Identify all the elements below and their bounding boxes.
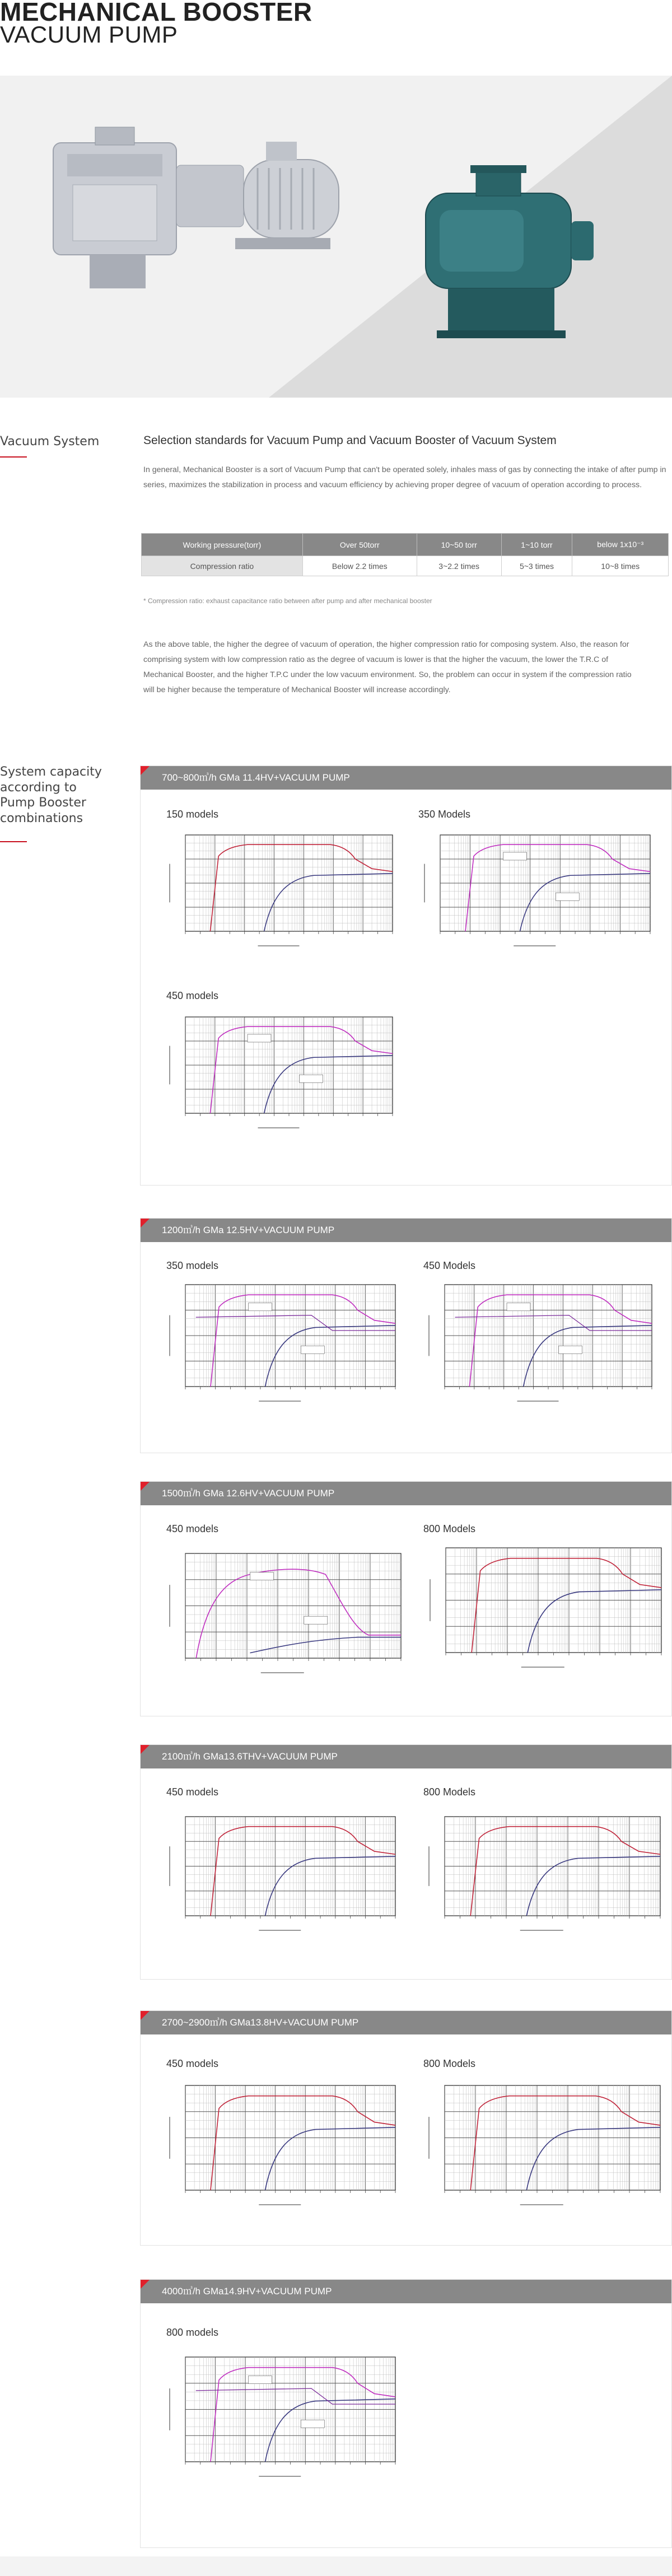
model-label: 450 models bbox=[166, 1523, 219, 1534]
corner-accent bbox=[141, 1219, 150, 1228]
performance-chart bbox=[419, 1812, 666, 1938]
performance-chart bbox=[160, 1012, 398, 1136]
table-row bbox=[142, 556, 669, 576]
page-footer-strip bbox=[0, 2556, 672, 2576]
section-label-vacuum-system: Vacuum System bbox=[0, 435, 100, 449]
model-label: 450 models bbox=[166, 1786, 219, 1798]
model-label: 800 models bbox=[166, 2327, 219, 2338]
corner-accent bbox=[141, 2011, 150, 2020]
group-title: 700~800㎥/h GMa 11.4HV+VACUUM PUMP bbox=[162, 772, 350, 783]
curve-tag bbox=[300, 1075, 323, 1082]
model-label: 350 Models bbox=[418, 809, 471, 820]
table-cell: Compression ratio bbox=[142, 556, 303, 576]
model-label: 450 models bbox=[166, 990, 219, 1001]
model-label: 150 models bbox=[166, 809, 219, 820]
group-title: 4000㎥/h GMa14.9HV+VACUUM PUMP bbox=[162, 2286, 332, 2297]
model-label: 450 models bbox=[166, 2058, 219, 2069]
compression-table bbox=[141, 533, 669, 576]
model-label: 800 Models bbox=[423, 2058, 476, 2069]
model-label: 350 models bbox=[166, 1260, 219, 1271]
group-title: 1200㎥/h GMa 12.5HV+VACUUM PUMP bbox=[162, 1225, 335, 1235]
table-header: below 1x10⁻³ bbox=[572, 534, 669, 556]
curve-tag bbox=[249, 2376, 272, 2384]
group-title: 2100㎥/h GMa13.6THV+VACUUM PUMP bbox=[162, 1751, 338, 1762]
explanation-paragraph: As the above table, the higher the degree of vacuum of operation, the higher compression ratio for composing system. Also, the reason for comprising system with low compression ratio as the degree of vacuum is lower is that the higher the vacuum, the lower the T.R.C of Mechanical Booster, and the higher T.P.C under the low vacuum environment. So, the problem can occur in system if the compression ratio will be higher because the temperature of Mechanical Booster will increase accordingly. bbox=[143, 640, 632, 694]
table-cell: 3~2.2 times bbox=[417, 556, 501, 576]
curve-tag bbox=[559, 1346, 582, 1354]
page-subtitle: VACUUM PUMP bbox=[0, 21, 178, 48]
curve-tag bbox=[249, 1303, 272, 1311]
group-title-bar bbox=[141, 1745, 671, 1768]
table-note: * Compression ratio: exhaust capacitance ratio between after pump and after mechanical booster bbox=[143, 597, 432, 605]
capacity-group-2 bbox=[140, 1218, 672, 1453]
curve-tag bbox=[556, 893, 579, 900]
group-title: 2700~2900㎥/h GMa13.8HV+VACUUM PUMP bbox=[162, 2017, 359, 2028]
curve-tag bbox=[301, 2420, 324, 2428]
corner-accent bbox=[141, 1482, 150, 1491]
group-title-bar bbox=[141, 1482, 671, 1505]
section-heading: Selection standards for Vacuum Pump and Vacuum Booster of Vacuum System bbox=[143, 434, 557, 447]
performance-chart bbox=[419, 1280, 657, 1409]
group-title-bar bbox=[141, 2011, 671, 2034]
table-header-row bbox=[142, 534, 669, 556]
group-title: 1500㎥/h GMa 12.6HV+VACUUM PUMP bbox=[162, 1488, 335, 1499]
table-header: 10~50 torr bbox=[417, 534, 501, 556]
corner-accent bbox=[141, 766, 150, 775]
capacity-group-6 bbox=[140, 2279, 672, 2548]
performance-chart bbox=[419, 2081, 666, 2213]
table-header: 1~10 torr bbox=[501, 534, 572, 556]
table-cell: 10~8 times bbox=[572, 556, 669, 576]
group-title-bar bbox=[141, 2280, 671, 2303]
section-divider bbox=[0, 841, 27, 842]
performance-chart bbox=[160, 830, 398, 954]
model-label: 800 Models bbox=[423, 1786, 476, 1798]
corner-accent bbox=[141, 1745, 150, 1754]
pump-left-graphic bbox=[53, 127, 339, 288]
compression-table-wrap bbox=[141, 533, 669, 576]
capacity-group-5 bbox=[140, 2010, 672, 2246]
group-title-bar bbox=[141, 1219, 671, 1242]
performance-chart bbox=[160, 1280, 401, 1409]
section-divider bbox=[0, 456, 27, 458]
performance-chart bbox=[421, 1543, 667, 1675]
group-title-bar bbox=[141, 766, 671, 790]
curve-tag bbox=[301, 1346, 324, 1354]
table-header: Working pressure(torr) bbox=[142, 534, 303, 556]
performance-chart bbox=[160, 2353, 401, 2484]
table-cell: 5~3 times bbox=[501, 556, 572, 576]
performance-chart bbox=[160, 1549, 407, 1681]
curve-tag bbox=[248, 1034, 271, 1042]
section-label-capacity: System capacity according to Pump Booster combinations bbox=[0, 765, 102, 825]
performance-chart bbox=[160, 2081, 401, 2213]
capacity-group-4 bbox=[140, 1744, 672, 1980]
table-cell: Below 2.2 times bbox=[302, 556, 417, 576]
page-title: MECHANICAL BOOSTER bbox=[0, 0, 312, 26]
capacity-group-3 bbox=[140, 1481, 672, 1716]
hero-image bbox=[0, 76, 672, 398]
performance-chart bbox=[160, 1812, 401, 1938]
corner-accent bbox=[141, 2280, 150, 2289]
model-label: 450 Models bbox=[423, 1260, 476, 1271]
performance-chart bbox=[415, 830, 656, 954]
model-label: 800 Models bbox=[423, 1523, 476, 1534]
curve-tag bbox=[250, 1572, 274, 1580]
table-header: Over 50torr bbox=[302, 534, 417, 556]
curve-tag bbox=[503, 852, 527, 860]
curve-tag bbox=[507, 1303, 530, 1311]
product-illustration bbox=[0, 76, 672, 398]
capacity-group-1 bbox=[140, 766, 672, 1186]
intro-paragraph: In general, Mechanical Booster is a sort of Vacuum Pump that can't be operated solely, inhales mass of gas by connecting the intake of after pump in series, maximizes the stabilization in process and vacuum efficiency by achieving proper degree of vacuum of operation according to process. bbox=[143, 465, 666, 489]
curve-tag bbox=[304, 1616, 328, 1624]
